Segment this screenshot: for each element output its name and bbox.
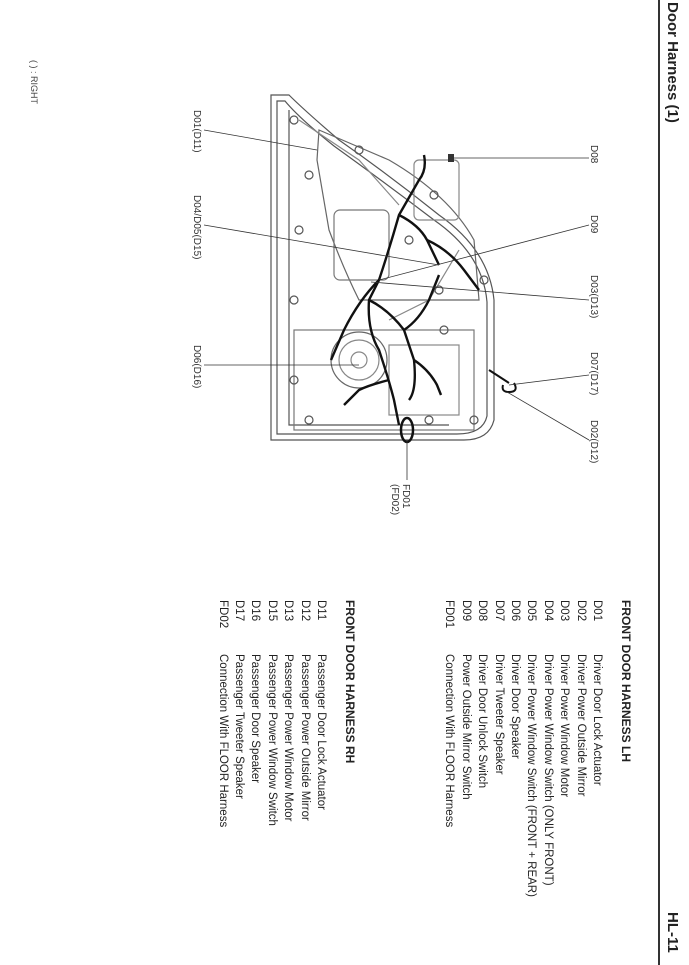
- list-item: [296, 600, 312, 827]
- item-desc: Driver Door Speaker: [508, 654, 521, 759]
- list-item: [247, 600, 263, 827]
- list-item: [214, 600, 230, 827]
- item-desc: Passenger Door Lock Actuator: [315, 654, 327, 810]
- item-code: D04: [541, 600, 554, 622]
- harness-wiring: [331, 155, 479, 425]
- item-desc: Passenger Door Speaker: [249, 654, 262, 784]
- list-item: [507, 600, 523, 897]
- rh-harness-list: [214, 600, 329, 827]
- list-item: [572, 600, 588, 897]
- item-desc: Driver Power Window Switch (FRONT + REAR): [525, 654, 538, 897]
- item-code: FD02: [216, 600, 229, 629]
- list-item: [490, 600, 506, 897]
- item-code: FD01: [443, 600, 456, 629]
- item-desc: Driver Tweeter Speaker: [492, 654, 505, 775]
- item-desc: Passenger Power Outside Mirror: [298, 654, 311, 821]
- list-item: [441, 600, 457, 897]
- item-code: D15: [265, 600, 278, 622]
- item-desc: Passenger Power Window Motor: [282, 654, 295, 822]
- item-code: D03: [558, 600, 571, 622]
- list-item: [313, 600, 329, 827]
- item-code: D08: [476, 600, 489, 622]
- item-desc: Driver Power Window Switch (ONLY FRONT): [541, 654, 554, 886]
- item-code: D11: [315, 600, 327, 621]
- callout-d03: D03(D13): [588, 275, 599, 319]
- callout-d07: D07(D17): [588, 352, 599, 396]
- callout-d06: D06(D16): [191, 345, 202, 389]
- item-desc: Driver Power Window Motor: [558, 654, 571, 798]
- list-item: [457, 600, 473, 897]
- list-item: [523, 600, 539, 897]
- item-desc: Passenger Tweeter Speaker: [232, 654, 245, 799]
- item-code: D02: [574, 600, 587, 622]
- list-item: [231, 600, 247, 827]
- callout-fd01-line1: FD01: [400, 484, 411, 509]
- page-title: Door Harness (1): [664, 2, 681, 123]
- item-desc: Connection With FLOOR Harness: [443, 654, 456, 828]
- item-code: D06: [508, 600, 521, 622]
- item-code: D16: [249, 600, 262, 622]
- callout-d04: D04/D05(D15): [191, 195, 202, 260]
- list-item: [263, 600, 279, 827]
- item-desc: Driver Door Unlock Switch: [476, 654, 489, 789]
- item-desc: Driver Door Lock Actuator: [591, 654, 603, 786]
- list-item: [280, 600, 296, 827]
- item-code: D05: [525, 600, 538, 622]
- item-code: D07: [492, 600, 505, 622]
- callout-d09: D09: [588, 215, 599, 234]
- item-code: D12: [298, 600, 311, 622]
- rh-harness-title: FRONT DOOR HARNESS RH: [343, 600, 357, 764]
- item-code: D13: [282, 600, 295, 622]
- item-code: D09: [459, 600, 472, 622]
- right-side-note: ( ) : RIGHT: [29, 60, 39, 104]
- list-item: [589, 600, 605, 897]
- item-desc: Passenger Power Window Switch: [265, 654, 278, 826]
- item-code: D01: [591, 600, 603, 622]
- list-item: [556, 600, 572, 897]
- callout-d02: D02(D12): [588, 420, 599, 464]
- item-desc: Driver Power Outside Mirror: [574, 654, 587, 797]
- callout-fd01-line2: (FD02): [389, 484, 400, 516]
- lh-harness-title: FRONT DOOR HARNESS LH: [619, 600, 633, 762]
- item-desc: Connection With FLOOR Harness: [216, 654, 229, 828]
- list-item: [474, 600, 490, 897]
- item-code: D17: [232, 600, 245, 622]
- callout-fd01: [389, 484, 411, 515]
- callout-d01: D01(D11): [191, 110, 202, 153]
- lh-harness-list: [441, 600, 605, 897]
- list-item: [539, 600, 555, 897]
- item-desc: Power Outside Mirror Switch: [459, 654, 472, 800]
- callout-d08: D08: [588, 145, 599, 164]
- page-number: HL-11: [664, 912, 681, 953]
